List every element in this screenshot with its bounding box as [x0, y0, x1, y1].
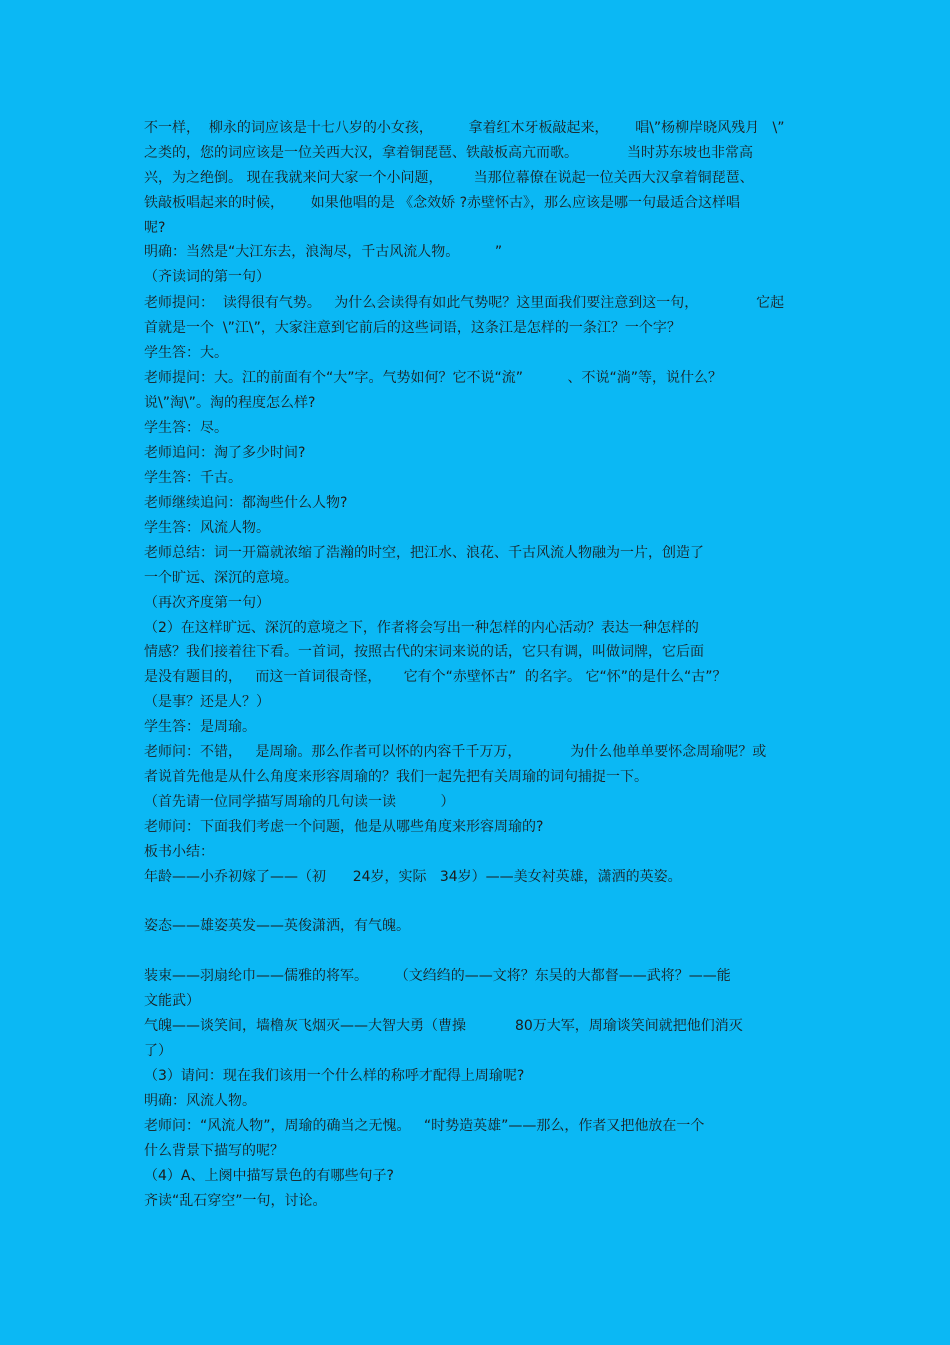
text-line: 装束——羽扇纶巾——儒雅的将军。 （文绉绉的——文将？东吴的大都督——武将？——能 — [144, 968, 731, 984]
text-line: 老师追问：淘了多少时间? — [144, 445, 306, 461]
text-line: 说\”淘\”。淘的程度怎么样? — [144, 395, 316, 411]
text-line: 气魄——谈笑间，墙橹灰飞烟灭——大智大勇（曹操 80万大军，周瑜谈笑间就把他们消灭 — [144, 1018, 743, 1034]
text-line: 学生答：风流人物。 — [144, 520, 270, 536]
text-line: （2）在这样旷远、深沉的意境之下，作者将会写出一种怎样的内心活动？表达一种怎样的 — [144, 620, 699, 636]
text-line: 老师总结：词一开篇就浓缩了浩瀚的时空，把江水、浪花、千古风流人物融为一片，创造了 — [144, 545, 704, 561]
text-line: 老师问：下面我们考虑一个问题，他是从哪些角度来形容周瑜的? — [144, 819, 544, 835]
text-line: 姿态——雄姿英发——英俊潇洒，有气魄。 — [144, 918, 410, 934]
text-line: 首就是一个 \”江\”，大家注意到它前后的这些词语，这条江是怎样的一条江？一个字？ — [144, 320, 681, 336]
text-line: （齐读词的第一句） — [144, 269, 270, 285]
text-line: 老师继续追问：都淘些什么人物? — [144, 495, 348, 511]
text-line: 板书小结： — [144, 844, 214, 860]
text-line: 者说首先他是从什么角度来形容周瑜的？我们一起先把有关周瑜的词句捕捉一下。 — [144, 769, 648, 785]
text-line: （是事？还是人？） — [144, 694, 270, 710]
text-line: 老师问：不错， 是周瑜。那么作者可以怀的内容千千万万， 为什么他单单要怀念周瑜呢？或 — [144, 744, 767, 760]
text-line: 兴，为之绝倒。 现在我就来问大家一个小问题， 当那位幕僚在说起一位关西大汉拿着铜琵琶、 — [144, 170, 754, 186]
text-line: 不一样， 柳永的词应该是十七八岁的小女孩， 拿着红木牙板敲起来， 唱\”杨柳岸晓风残月 \” — [144, 120, 785, 136]
text-line: 学生答：是周瑜。 — [144, 719, 256, 735]
text-line: 老师提问： 读得很有气势。 为什么会读得有如此气势呢？这里面我们要注意到这一句， 它起 — [144, 295, 785, 311]
text-line: 文能武） — [144, 993, 200, 1009]
text-line: 学生答：千古。 — [144, 470, 242, 486]
text-line: 一个旷远、深沉的意境。 — [144, 570, 298, 586]
text-line: 什么背景下描写的呢？ — [144, 1143, 284, 1159]
text-line: 呢? — [144, 220, 166, 236]
text-line: 是没有题目的， 而这一首词很奇怪， 它有个“赤壁怀古” 的名字。 它“怀”的是什么“古”？ — [144, 669, 727, 685]
text-line: （首先请一位同学描写周瑜的几句读一读 ） — [144, 794, 455, 810]
text-line: 老师提问：大。江的前面有个“大”字。气势如何？它不说“流” 、不说“淌”等，说什么？ — [144, 370, 723, 386]
text-line: 学生答：大。 — [144, 345, 228, 361]
text-line: 年龄——小乔初嫁了——（初 24岁，实际 34岁）——美女衬英雄，潇洒的英姿。 — [144, 869, 682, 885]
text-line: 之类的，您的词应该是一位关西大汉，拿着铜琵琶、铁敲板高亢而歌。 当时苏东坡也非常高 — [144, 145, 753, 161]
text-line: 齐读“乱石穿空”一句，讨论。 — [144, 1193, 327, 1209]
text-line: （再次齐度第一句） — [144, 595, 270, 611]
text-line: （4）A、上阕中描写景色的有哪些句子? — [144, 1168, 394, 1184]
text-line: 情感？我们接着往下看。一首词，按照古代的宋词来说的话，它只有调，叫做词牌，它后面 — [144, 644, 704, 660]
text-line: 了） — [144, 1043, 172, 1059]
text-line: 铁敲板唱起来的时候， 如果他唱的是 《念效娇 ?赤壁怀古》，那么应该是哪一句最适合这样唱 — [144, 195, 741, 211]
text-line: 明确：风流人物。 — [144, 1093, 256, 1109]
text-line: （3）请问：现在我们该用一个什么样的称呼才配得上周瑜呢? — [144, 1068, 525, 1084]
text-line: 老师问：“风流人物”，周瑜的确当之无愧。 “时势造英雄”——那么，作者又把他放在一个 — [144, 1118, 705, 1134]
text-line: 学生答：尽。 — [144, 420, 228, 436]
text-line: 明确：当然是“大江东去，浪淘尽，千古风流人物。 ” — [144, 244, 503, 260]
